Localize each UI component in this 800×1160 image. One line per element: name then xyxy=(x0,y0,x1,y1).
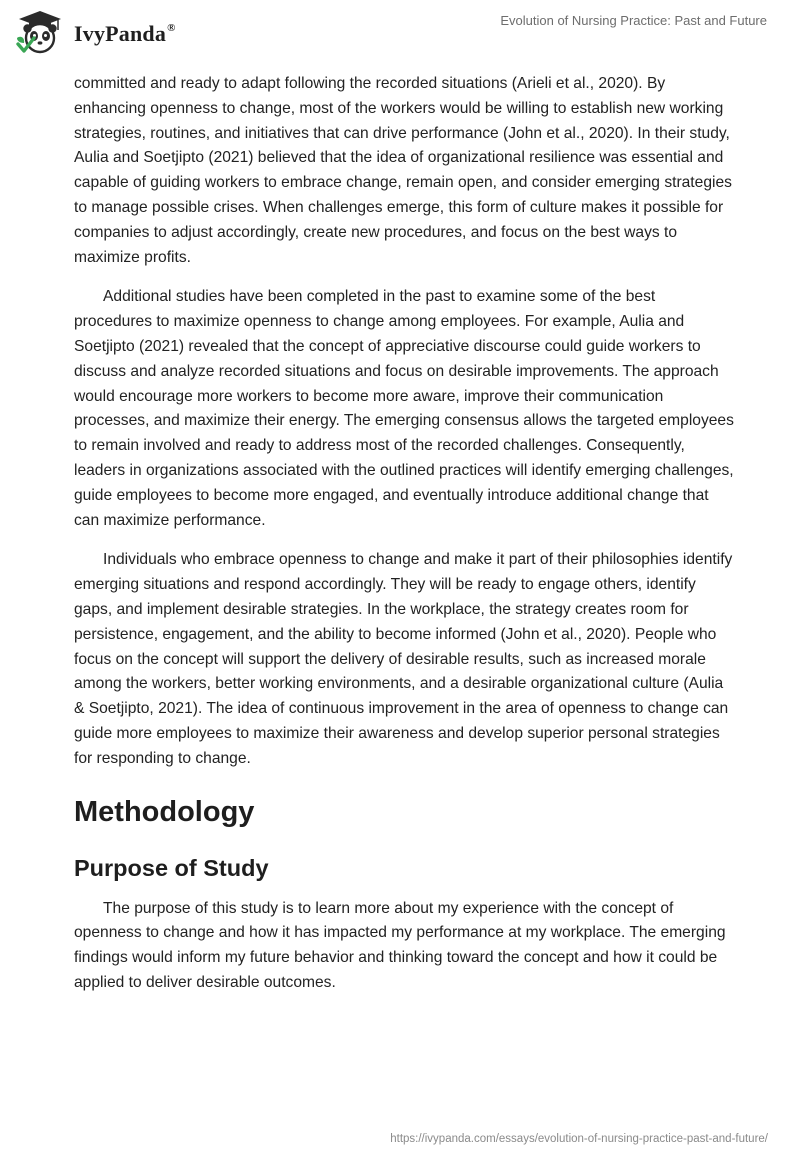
logo-text: IvyPanda xyxy=(74,21,167,46)
panda-graduate-icon xyxy=(12,8,68,56)
paragraph-additional-studies: Additional studies have been completed in the past to examine some of the best procedures to maximize openness to change among employees. For example, Aulia and Soetjipto (2021) revealed that the concept of appreciative discourse could guide workers to discuss and analyze recorded situations and focus on desirable improvements. The approach would encourage more workers to become more aware, improve their communication processes, and maximize their energy. The emerging consensus allows the targeted employees to remain involved and ready to address most of the recorded challenges. Consequently, leaders in organizations associated with the outlined practices will identify emerging challenges, guide employees to become more engaged, and eventually introduce additional change that can maximize performance. xyxy=(74,288,734,529)
logo-wordmark xyxy=(74,21,176,47)
registered-mark: ® xyxy=(167,21,176,34)
paragraph-individuals: Individuals who embrace openness to change and make it part of their philosophies identify emerging situations and respond accordingly. They will be ready to engage others, identify gaps, and implement desirable strategies. In the workplace, the strategy creates room for persistence, engagement, and the ability to become informed (John et al., 2020). People who focus on the concept will support the delivery of desirable results, such as increased morale among the workers, better working environments, and a desirable organizational culture (Aulia & Soetjipto, 2021). The idea of continuous improvement in the area of openness to change can guide more employees to maximize their awareness and develop superior personal strategies for responding to change. xyxy=(74,551,733,767)
essay-body xyxy=(74,72,734,1011)
ivypanda-logo[interactable] xyxy=(12,8,176,56)
page-header xyxy=(0,0,800,70)
paragraph-continued: committed and ready to adapt following the recorded situations (Arieli et al., 2020). By enhancing openness to change, most of the workers would be willing to establish new working strategies, routines, and initiatives that can drive performance (John et al., 2020). In their study, Aulia and Soetjipto (2021) believed that the idea of organizational resilience was essential and capable of guiding workers to embrace change, remain open, and consider emerging strategies to manage possible crises. When challenges emerge, this form of culture makes it possible for companies to adjust accordingly, create new procedures, and focus on the best ways to maximize profits. xyxy=(74,75,732,266)
source-url[interactable]: https://ivypanda.com/essays/evolution-of-nursing-practice-past-and-future/ xyxy=(390,1133,768,1145)
heading-methodology: Methodology xyxy=(74,795,255,828)
document-title: Evolution of Nursing Practice: Past and Future xyxy=(500,13,767,28)
heading-purpose-of-study: Purpose of Study xyxy=(74,854,269,881)
paragraph-purpose: The purpose of this study is to learn more about my experience with the concept of openness to change and how it has impacted my performance at my workplace. The emerging findings would inform my future behavior and thinking toward the concept and how it could be applied to deliver desirable outcomes. xyxy=(74,899,726,991)
